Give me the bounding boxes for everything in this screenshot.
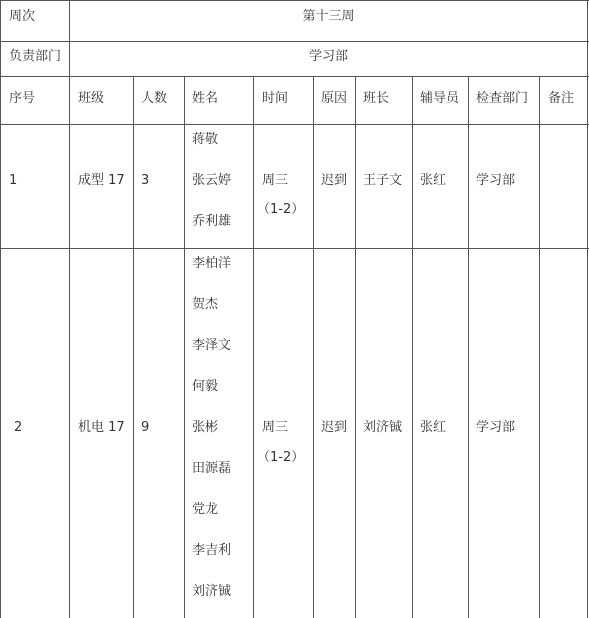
dept-value: 学习部 [308, 49, 348, 64]
table-rule [69, 0, 70, 618]
row-index: 1 [9, 173, 18, 188]
column-header-check-dept: 检查部门 [476, 91, 529, 106]
table-rule [0, 0, 1, 618]
row-names [192, 131, 231, 231]
week-label: 周次 [9, 9, 36, 24]
column-header-remark: 备注 [548, 91, 575, 106]
row-check-dept: 学习部 [476, 420, 516, 435]
row-counselor: 张红 [420, 173, 447, 188]
row-reason: 迟到 [321, 420, 348, 435]
row-check-dept: 学习部 [476, 173, 516, 188]
row-time: 周三 [262, 420, 289, 435]
student-name: 田源磊 [192, 461, 232, 476]
student-name: 李柏洋 [192, 256, 232, 271]
table-rule [0, 0, 589, 1]
table-rule [587, 0, 588, 618]
row-class: 成型 17 [78, 173, 125, 188]
student-name: 何毅 [192, 379, 219, 394]
student-name: 李吉利 [192, 543, 232, 558]
column-header-index: 序号 [9, 91, 36, 106]
row-count: 9 [141, 420, 150, 435]
row-time: 周三 [262, 173, 289, 188]
row-time-period: （1-2） [257, 450, 305, 465]
column-header-reason: 原因 [321, 91, 348, 106]
table-rule [0, 41, 589, 42]
row-monitor: 王子文 [363, 173, 403, 188]
row-names [192, 255, 231, 601]
row-monitor: 刘济铖 [363, 420, 403, 435]
student-name: 张彬 [192, 420, 219, 435]
table-rule [0, 248, 589, 249]
row-class: 机电 17 [78, 420, 125, 435]
row-time-period: （1-2） [257, 202, 305, 217]
column-header-count: 人数 [141, 91, 168, 106]
row-count: 3 [141, 173, 150, 188]
student-name: 李泽文 [192, 338, 232, 353]
student-name: 贺杰 [192, 297, 219, 312]
student-name: 乔利雄 [192, 214, 232, 229]
column-header-monitor: 班长 [363, 91, 390, 106]
table-rule [253, 76, 254, 618]
student-name: 党龙 [192, 502, 219, 517]
table-rule [539, 76, 540, 618]
table-rule [355, 76, 356, 618]
week-value: 第十三周 [302, 9, 355, 24]
column-header-time: 时间 [262, 91, 289, 106]
student-name: 张云婷 [192, 173, 232, 188]
table-rule [313, 76, 314, 618]
student-name: 刘济铖 [192, 584, 232, 599]
row-index: 2 [14, 420, 23, 435]
row-counselor: 张红 [420, 420, 447, 435]
table-rule [0, 76, 589, 77]
dept-label: 负责部门 [9, 49, 62, 64]
table-rule [0, 124, 589, 125]
table-rule [184, 76, 185, 618]
row-reason: 迟到 [321, 173, 348, 188]
table-rule [468, 76, 469, 618]
column-header-class: 班级 [78, 91, 105, 106]
column-header-name: 姓名 [192, 91, 219, 106]
column-header-counselor: 辅导员 [420, 91, 460, 106]
table-rule [133, 76, 134, 618]
table-rule [412, 76, 413, 618]
student-name: 蒋敬 [192, 132, 219, 147]
